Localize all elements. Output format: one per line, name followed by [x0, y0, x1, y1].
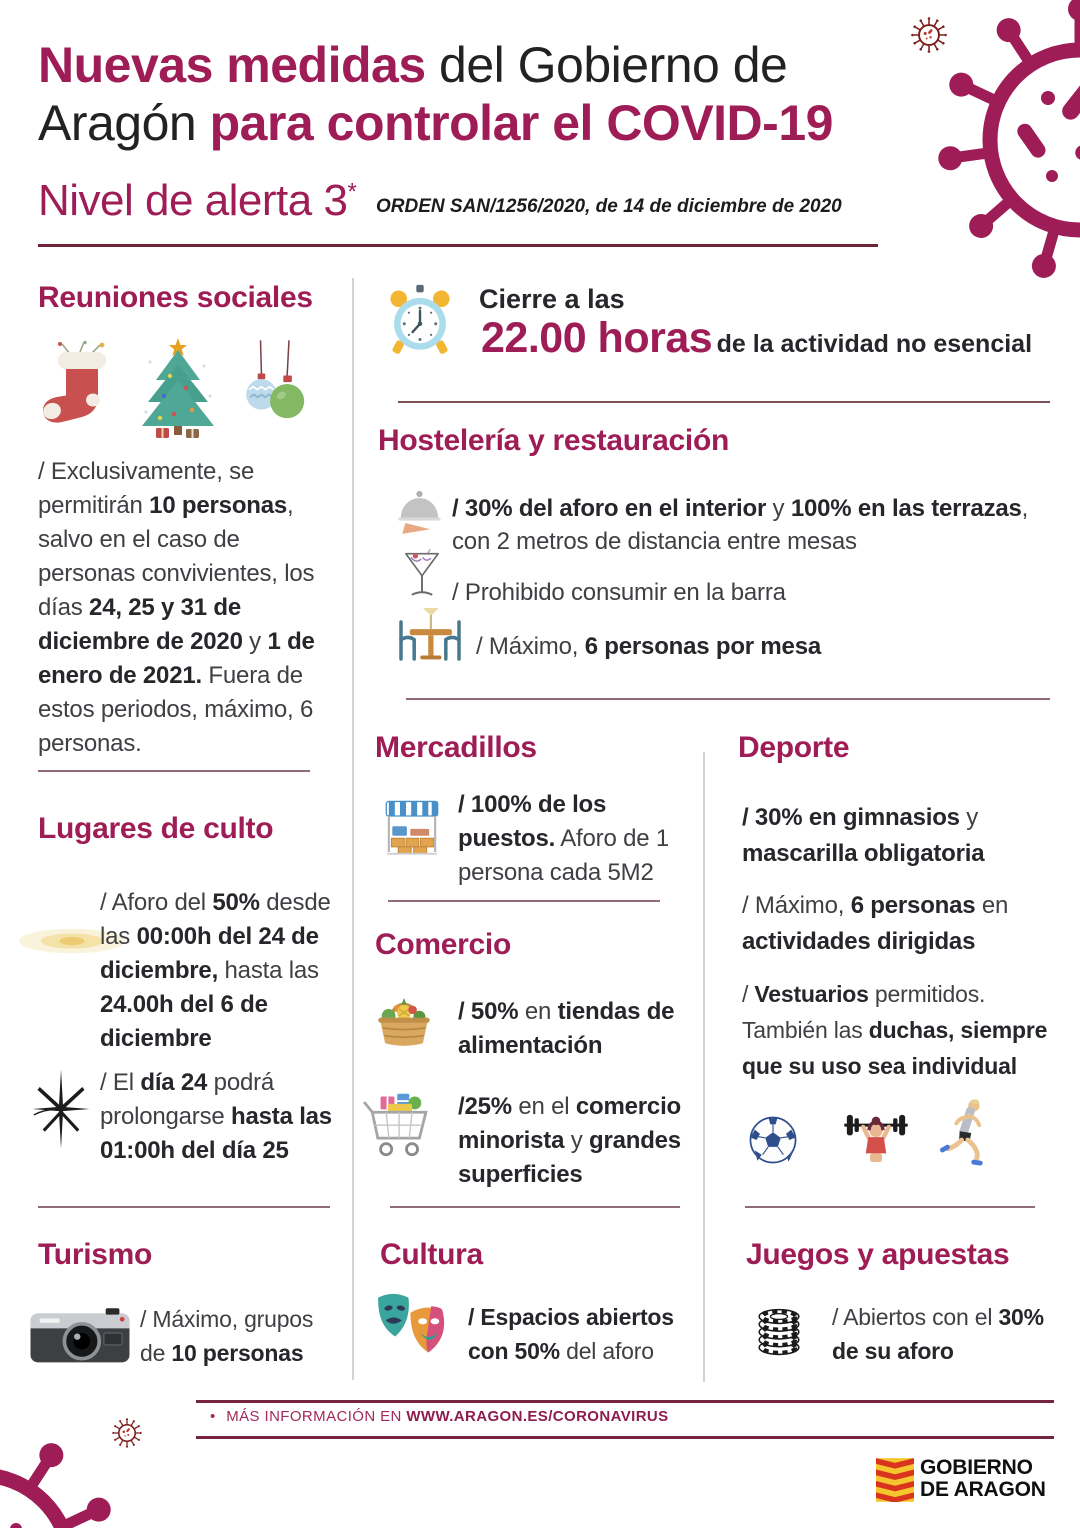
- bullet-icon: •: [210, 1408, 216, 1425]
- text-segment: hasta las: [218, 957, 319, 984]
- text-segment: /: [742, 981, 755, 1007]
- section-divider: [745, 1206, 1035, 1208]
- text-segment: 24.00h del 6 de diciembre: [100, 991, 268, 1052]
- section-divider: [406, 698, 1050, 700]
- text-segment: desde las: [100, 889, 331, 950]
- footer-line: [196, 1400, 1054, 1403]
- christmas-stocking-icon: [40, 340, 124, 436]
- hosteleria-item: [476, 630, 1036, 664]
- runner-icon: [938, 1096, 994, 1170]
- food-basket-icon: [374, 992, 434, 1050]
- section-divider: [398, 401, 1050, 403]
- text-segment: , salvo en el caso de personas convivientes, los días: [38, 492, 315, 621]
- star-icon: [28, 1062, 94, 1156]
- gobierno-logo-text: [920, 1457, 1046, 1501]
- poker-chips-icon: [748, 1294, 810, 1358]
- section-title-cultura: Cultura: [380, 1238, 483, 1271]
- footer-line: [196, 1436, 1054, 1439]
- text-segment: mascarilla obligatoria: [742, 840, 985, 867]
- section-title-mercadillos: Mercadillos: [375, 731, 537, 764]
- order-reference: ORDEN SAN/1256/2020, de 14 de diciembre de 2020: [376, 196, 842, 217]
- virus-outline-icon: [906, 12, 952, 58]
- section-title-hosteleria: Hostelería y restauración: [378, 424, 729, 457]
- text-segment: 6 personas por mesa: [584, 633, 821, 660]
- text-segment: podrá prolongarse: [100, 1069, 275, 1130]
- hosteleria-item: [452, 492, 1067, 558]
- text-segment: / El: [100, 1069, 141, 1096]
- text-segment: / Máximo,: [476, 633, 585, 660]
- alert-level-text: Nivel de alerta 3: [38, 176, 348, 225]
- section-divider: [38, 1206, 330, 1208]
- alert-asterisk: *: [347, 178, 357, 206]
- cultura-body: [468, 1300, 703, 1368]
- closure-scope: de la actividad no esencial: [716, 330, 1033, 358]
- text-segment: / Prohibido consumir en la barra: [452, 579, 786, 606]
- shopping-cart-icon: [362, 1090, 438, 1164]
- text-segment: 6 personas: [850, 892, 976, 919]
- section-title-reuniones: Reuniones sociales: [38, 281, 313, 314]
- text-segment: / 50%: [458, 998, 519, 1025]
- section-title-lugares: Lugares de culto: [38, 812, 274, 845]
- text-segment: Aforo de 1 persona cada 5M2: [458, 825, 669, 886]
- text-segment: 50%: [212, 889, 260, 916]
- page-title: [38, 36, 898, 152]
- text-segment: Vestuarios: [754, 981, 869, 1007]
- lugares-item: [100, 1066, 345, 1168]
- text-segment: en el: [511, 1093, 576, 1120]
- title-plain-segment: del Gobierno de: [425, 37, 788, 93]
- text-segment: en: [975, 892, 1009, 919]
- text-segment: / Exclusivamente, se permitirán: [38, 458, 255, 519]
- text-segment: y: [766, 495, 791, 522]
- text-segment: 24, 25 y 31 de diciembre de 2020: [38, 594, 243, 655]
- reuniones-body: [38, 455, 343, 761]
- text-segment: comercio minorista: [458, 1093, 682, 1154]
- section-divider: [390, 1206, 680, 1208]
- closure-intro: Cierre a las: [479, 284, 625, 314]
- virus-outline-icon: [108, 1414, 146, 1452]
- baubles-icon: [232, 338, 308, 430]
- comercio-item: [458, 1090, 698, 1192]
- logo-line: GOBIERNO: [920, 1456, 1033, 1479]
- title-accent-segment: Nuevas medidas: [38, 37, 426, 93]
- text-segment: /25%: [458, 1093, 512, 1120]
- closure-line: [481, 314, 1032, 363]
- text-segment: tiendas de alimentación: [458, 998, 675, 1059]
- turismo-body: [140, 1302, 340, 1370]
- text-segment: permitidos. También las: [742, 981, 986, 1043]
- weightlifter-icon: [840, 1102, 912, 1174]
- table-chairs-icon: [392, 608, 468, 666]
- text-segment: y: [959, 804, 979, 831]
- deporte-item: [742, 800, 1047, 872]
- theater-masks-icon: [372, 1292, 460, 1362]
- footer-info-prefix: MÁS INFORMACIÓN EN: [226, 1408, 407, 1425]
- text-segment: día 24: [140, 1069, 208, 1096]
- text-segment: 100% en las terrazas: [790, 495, 1022, 522]
- text-segment: / Máximo, grupos de: [140, 1306, 314, 1366]
- header-rule: [38, 244, 878, 247]
- text-segment: 30% de su aforo: [832, 1304, 1044, 1364]
- closure-time: 22.00 horas: [481, 314, 713, 362]
- text-segment: / Abiertos con el: [832, 1304, 999, 1330]
- mercadillos-body: [458, 788, 678, 890]
- text-segment: en: [518, 998, 558, 1025]
- serving-cloche-icon: [396, 488, 446, 536]
- footer-info-url: WWW.ARAGON.ES/CORONAVIRUS: [406, 1408, 669, 1425]
- text-segment: 1 de enero de 2021.: [38, 628, 315, 689]
- text-segment: / 100% de los puestos.: [458, 791, 607, 852]
- christmas-tree-icon: [130, 336, 226, 440]
- text-segment: / Aforo del: [100, 889, 213, 916]
- section-title-comercio: Comercio: [375, 928, 511, 961]
- text-segment: 00:00h del 24 de diciembre,: [100, 923, 319, 984]
- alarm-clock-icon: [383, 283, 457, 359]
- section-title-deporte: Deporte: [738, 731, 850, 764]
- footer-info: [210, 1408, 669, 1425]
- title-accent-segment: para controlar el COVID-19: [209, 95, 833, 151]
- title-plain-segment: Aragón: [38, 95, 210, 151]
- cocktail-icon: [400, 542, 444, 608]
- text-segment: del aforo: [559, 1338, 654, 1364]
- section-title-turismo: Turismo: [38, 1238, 153, 1271]
- text-segment: y: [242, 628, 268, 655]
- deporte-item: [742, 976, 1052, 1084]
- logo-line: DE ARAGON: [920, 1478, 1046, 1501]
- section-title-juegos: Juegos y apuestas: [746, 1238, 1010, 1271]
- hosteleria-item: [452, 576, 1052, 610]
- text-segment: , con 2 metros de distancia entre mesas: [452, 495, 1029, 555]
- lugares-item: [100, 886, 345, 1056]
- text-segment: duchas, siempre que su uso sea individual: [742, 1017, 1048, 1079]
- text-segment: / 30% en gimnasios: [742, 804, 960, 831]
- text-segment: Fuera de estos periodos, máximo, 6 personas.: [38, 662, 314, 757]
- column-divider: [703, 752, 705, 1382]
- text-segment: hasta las 01:00h del día 25: [100, 1103, 332, 1164]
- text-segment: / Máximo,: [742, 892, 851, 919]
- text-segment: actividades dirigidas: [742, 928, 976, 955]
- camera-icon: [28, 1300, 132, 1366]
- text-segment: 10 personas: [149, 492, 288, 519]
- market-stall-icon: [382, 796, 442, 860]
- alert-level: [38, 176, 356, 226]
- text-segment: 10 personas: [171, 1340, 304, 1366]
- section-divider: [38, 770, 310, 772]
- comercio-item: [458, 995, 693, 1063]
- section-divider: [388, 900, 660, 902]
- aragon-flag-icon: [876, 1458, 914, 1502]
- soccer-ball-icon: [747, 1114, 799, 1166]
- deporte-item: [742, 888, 1047, 960]
- text-segment: / Espacios abiertos con 50%: [468, 1304, 674, 1364]
- text-segment: / 30% del aforo en el interior: [452, 495, 767, 522]
- text-segment: grandes superficies: [458, 1127, 681, 1188]
- text-segment: y: [564, 1127, 589, 1154]
- column-divider: [352, 278, 354, 1380]
- juegos-body: [832, 1300, 1047, 1368]
